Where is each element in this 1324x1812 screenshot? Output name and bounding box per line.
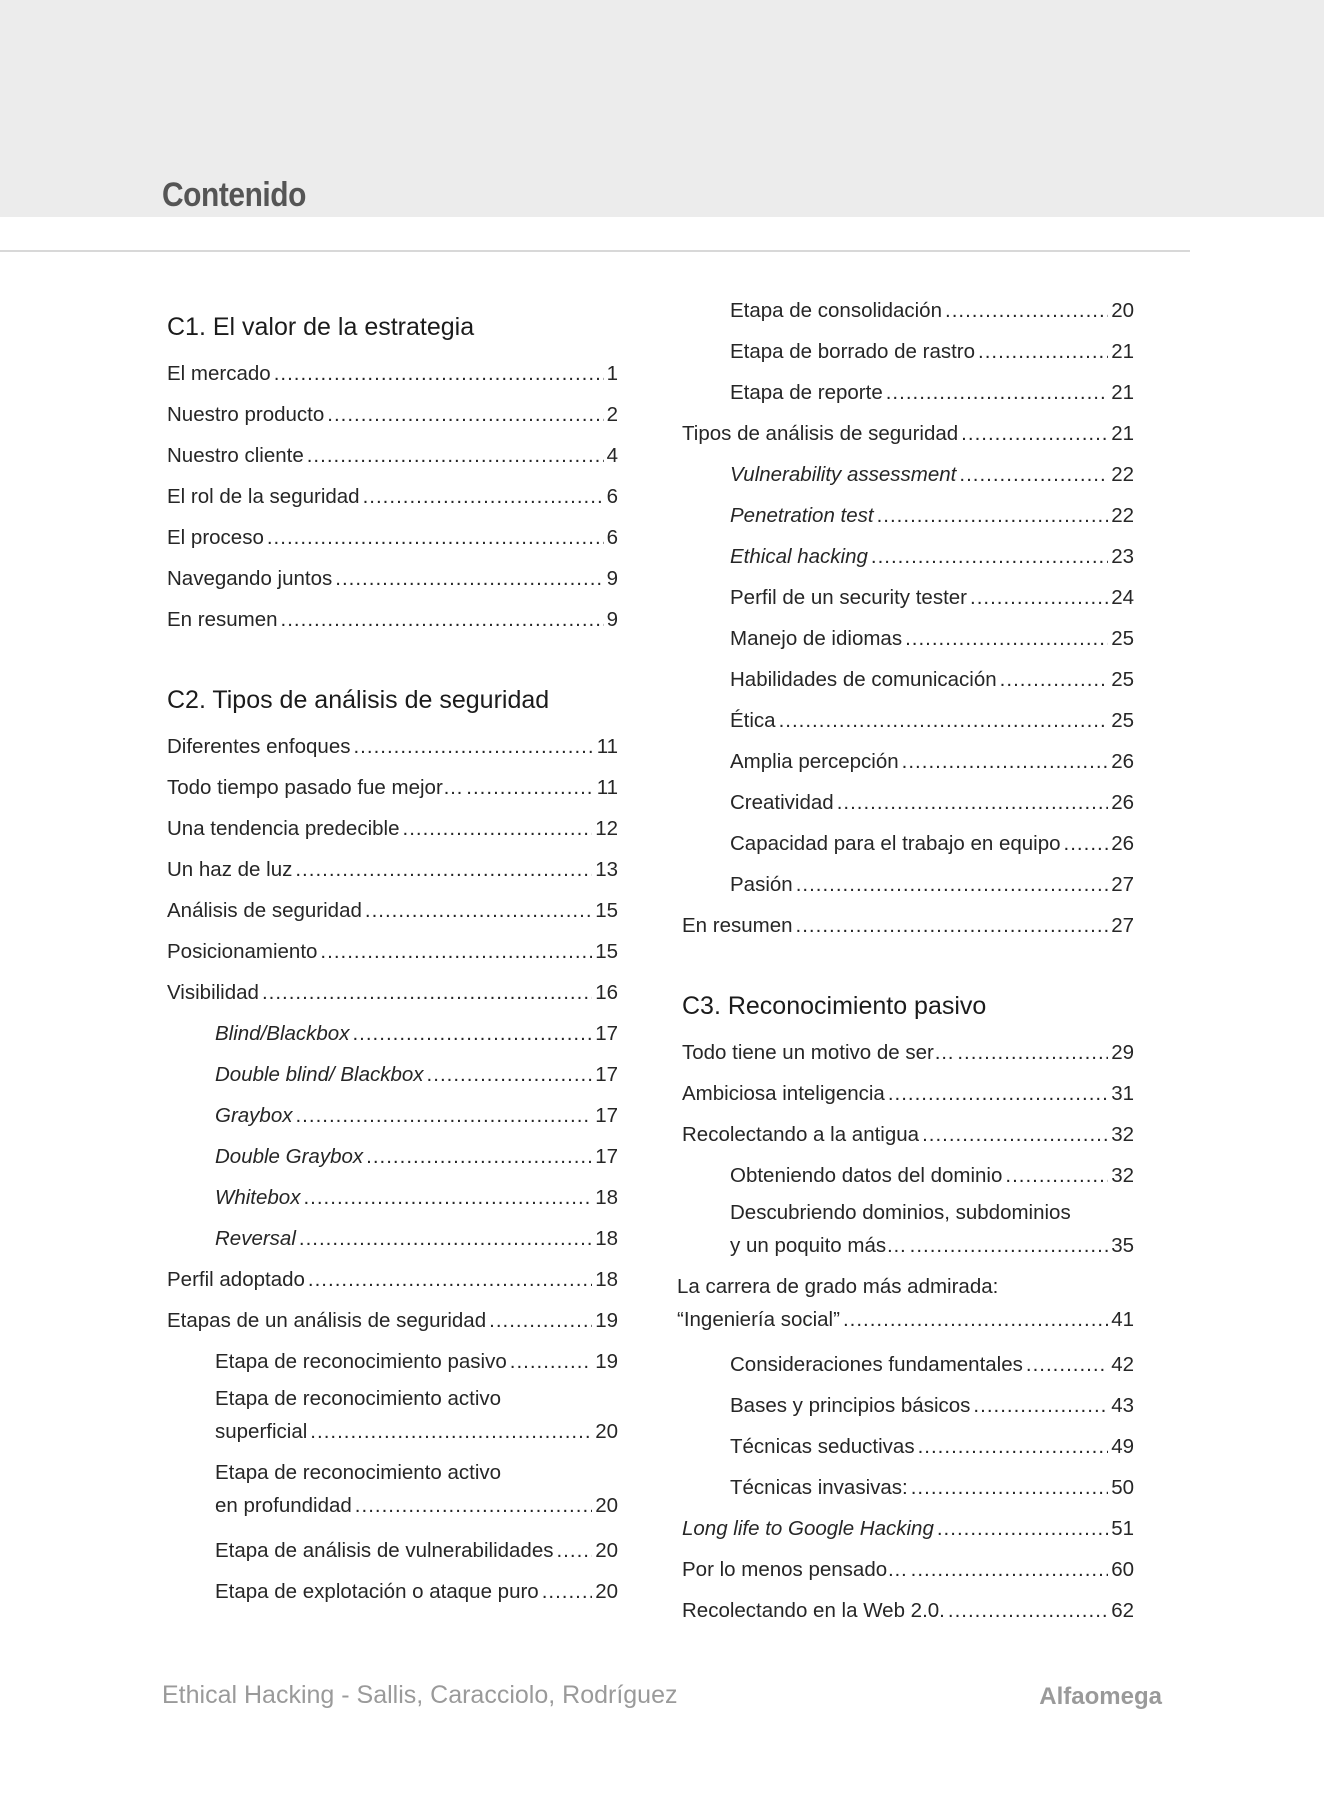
toc-subentry[interactable] [167,1013,618,1054]
dot-leader [542,1571,592,1612]
toc-entry-title: El rol de la seguridad [167,485,360,508]
toc-page-number: 27 [1111,914,1134,937]
dot-leader [510,1341,592,1382]
toc-entry-title: Perfil de un security tester [730,586,967,609]
dot-leader [922,1114,1108,1155]
dot-leader [353,726,593,767]
toc-subentry[interactable] [682,577,1134,618]
toc-page-number: 21 [1111,422,1134,445]
dot-leader [556,1530,592,1571]
toc-subentry[interactable] [682,495,1134,536]
toc-entry[interactable] [167,599,618,640]
toc-page-number: 62 [1111,1599,1134,1622]
page-title: Contenido [162,176,306,214]
toc-entry[interactable] [167,353,618,394]
toc-page-number: 11 [596,776,618,799]
dot-leader [355,1489,592,1522]
toc-subentry[interactable] [682,331,1134,372]
toc-page-number: 25 [1111,627,1134,650]
toc-entry-title: En resumen [167,608,278,631]
toc-entry-title: Ambiciosa inteligencia [682,1082,885,1105]
toc-entry-title: Manejo de idiomas [730,627,903,650]
toc-entry-title: La carrera de grado más admirada: [677,1275,999,1298]
toc-page-number: 26 [1111,750,1134,773]
toc-page-number: 20 [595,1494,618,1517]
dot-leader [978,331,1108,372]
toc-page-number: 25 [1111,668,1134,691]
toc-entry-continuation [730,1229,1134,1262]
toc-entry[interactable] [167,394,618,435]
chapter-heading: C3. Reconocimiento pasivo [682,992,987,1020]
toc-subentry[interactable] [167,1382,618,1456]
toc-subentry[interactable] [682,782,1134,823]
toc-page-number: 41 [1111,1308,1134,1331]
toc-entry-title: Amplia percepción [730,750,899,773]
dot-leader [910,1229,1109,1262]
toc-entry[interactable] [167,517,618,558]
dot-leader [973,1385,1108,1426]
toc-page-number: 17 [595,1145,618,1168]
dot-leader [262,972,592,1013]
toc-entry-title: Descubriendo dominios, subdominios [730,1201,1071,1224]
toc-page-number: 27 [1111,873,1134,896]
toc-page-number: 25 [1111,709,1134,732]
toc-subentry[interactable] [682,823,1134,864]
toc-page-number: 60 [1111,1558,1134,1581]
toc-entry-title: Todo tiempo pasado fue mejor… [167,776,464,799]
toc-subentry[interactable] [682,1196,1134,1270]
toc-page-number: 51 [1111,1517,1134,1540]
toc-page-number: 17 [595,1022,618,1045]
toc-entry[interactable] [167,558,618,599]
dot-leader [888,1073,1108,1114]
toc-entry-title: Capacidad para el trabajo en equipo [730,832,1061,855]
dot-leader [299,1218,592,1259]
dot-leader [961,413,1108,454]
toc-entry-title: Whitebox [215,1186,301,1209]
toc-entry-title: Etapa de consolidación [730,299,942,322]
toc-subentry[interactable] [682,1426,1134,1467]
toc-page-number: 17 [595,1104,618,1127]
dot-leader [274,353,604,394]
toc-page-number: 23 [1111,545,1134,568]
toc-entry-title: El mercado [167,362,271,385]
toc-entry-title: Vulnerability assessment [730,463,957,486]
toc-subentry[interactable] [167,1054,618,1095]
footer-book-credit: Ethical Hacking - Sallis, Caracciolo, Rodríguez [162,1681,678,1709]
toc-entry-title: Creatividad [730,791,834,814]
dot-leader [363,476,604,517]
dot-leader [1026,1344,1108,1385]
footer-publisher: Alfaomega [1039,1683,1162,1710]
toc-subentry[interactable] [167,1136,618,1177]
toc-page-number: 16 [595,981,618,1004]
toc-page-number: 18 [595,1227,618,1250]
dot-leader [352,1013,592,1054]
toc-entry-title: Ethical hacking [730,545,868,568]
toc-page-number: 18 [595,1268,618,1291]
toc-entry[interactable] [167,767,618,808]
toc-entry[interactable] [682,1073,1134,1114]
toc-entry-title: Double blind/ Blackbox [215,1063,424,1086]
dot-leader [489,1300,592,1341]
toc-page-number: 22 [1111,504,1134,527]
toc-entry[interactable] [682,1032,1134,1073]
chapter-heading: C2. Tipos de análisis de seguridad [167,686,550,714]
toc-subentry[interactable] [682,290,1134,331]
toc-entry-title: Etapa de explotación o ataque puro [215,1580,539,1603]
toc-entry-title: Reversal [215,1227,296,1250]
toc-subentry[interactable] [682,536,1134,577]
toc-entry-title: Nuestro producto [167,403,325,426]
toc-page-number: 21 [1111,340,1134,363]
dot-leader [310,1415,592,1448]
toc-entry-title: Todo tiene un motivo de ser… [682,1041,955,1064]
toc-entry-title: El proceso [167,526,264,549]
toc-entry-title: Análisis de seguridad [167,899,362,922]
dot-leader [843,1303,1108,1336]
toc-entry-title: Recolectando en la Web 2.0. [682,1599,945,1622]
toc-entry-continuation [677,1303,1134,1336]
toc-page-number: 32 [1111,1123,1134,1146]
dot-leader [308,1259,592,1300]
toc-page-number: 18 [595,1186,618,1209]
toc-entry-title: Técnicas seductivas [730,1435,915,1458]
toc-subentry[interactable] [682,618,1134,659]
toc-entry-title: Etapa de reconocimiento activo [215,1461,502,1484]
toc-entry[interactable] [682,1508,1134,1549]
toc-entry[interactable] [682,413,1134,454]
toc-entry-title: Etapa de reconocimiento activo [215,1387,502,1410]
toc-subentry[interactable] [167,1530,618,1571]
toc-entry-title: Pasión [730,873,793,896]
toc-entry[interactable] [167,808,618,849]
toc-entry-title: Por lo menos pensado… [682,1558,908,1581]
dot-leader [295,849,592,890]
toc-page-number: 32 [1111,1164,1134,1187]
toc-page-number: 24 [1111,586,1134,609]
toc-entry[interactable] [167,1300,618,1341]
toc-page-number: 19 [595,1350,618,1373]
toc-subentry[interactable] [682,372,1134,413]
toc-page-number: 29 [1111,1041,1134,1064]
toc-subentry[interactable] [682,700,1134,741]
toc-entry-title-cont: y un poquito más… [730,1234,907,1257]
toc-entry-title: Etapa de reconocimiento pasivo [215,1350,507,1373]
toc-entry-title: Etapa de borrado de rastro [730,340,976,363]
toc-subentry[interactable] [167,1456,618,1530]
dot-leader [403,808,593,849]
toc-entry-title: Blind/Blackbox [215,1022,350,1045]
toc-page-number: 50 [1111,1476,1134,1499]
toc-page-number: 17 [595,1063,618,1086]
dot-leader [957,1032,1108,1073]
dot-leader [902,741,1109,782]
toc-entry-title: Diferentes enfoques [167,735,351,758]
dot-leader [1000,659,1109,700]
toc-entry[interactable] [167,931,618,972]
dot-leader [945,290,1108,331]
dot-leader [970,577,1108,618]
toc-entry-title: Tipos de análisis de seguridad [682,422,959,445]
toc-subentry[interactable] [682,659,1134,700]
dot-leader [959,454,1108,495]
dot-leader [281,599,604,640]
toc-right-column [677,290,1134,1631]
toc-entry-title: Graybox [215,1104,293,1127]
dot-leader [466,767,593,808]
toc-entry-title: Navegando juntos [167,567,333,590]
toc-subentry[interactable] [682,864,1134,905]
toc-entry-title-cont: superficial [215,1420,308,1443]
dot-leader [877,495,1109,536]
toc-page-number: 15 [595,940,618,963]
dot-leader [427,1054,593,1095]
dot-leader [837,782,1108,823]
header-divider [0,250,1190,252]
dot-leader [779,700,1109,741]
toc-entry-title: Obteniendo datos del dominio [730,1164,1003,1187]
dot-leader [295,1095,592,1136]
toc-entry[interactable] [167,849,618,890]
toc-entry-title: Etapas de un análisis de seguridad [167,1309,487,1332]
toc-entry-title: Posicionamiento [167,940,318,963]
toc-page-number: 1 [606,362,618,385]
dot-leader [886,372,1108,413]
toc-page-number: 20 [595,1539,618,1562]
toc-page-number: 9 [606,567,618,590]
dot-leader [796,864,1109,905]
dot-leader [871,536,1108,577]
toc-page-number: 6 [606,485,618,508]
toc-page-number: 20 [595,1420,618,1443]
chapter-heading: C1. El valor de la estrategia [167,313,475,341]
toc-subentry[interactable] [167,1341,618,1382]
toc-entry-title: Nuestro cliente [167,444,304,467]
toc-entry-title: Etapa de análisis de vulnerabilidades [215,1539,554,1562]
toc-subentry[interactable] [682,1467,1134,1508]
toc-entry[interactable] [167,476,618,517]
toc-page-number: 22 [1111,463,1134,486]
toc-left-column [167,290,618,1612]
dot-leader [905,618,1108,659]
toc-entry-title: Double Graybox [215,1145,364,1168]
toc-subentry[interactable] [682,1155,1134,1196]
toc-entry-title: Un haz de luz [167,858,293,881]
toc-page-number: 21 [1111,381,1134,404]
dot-leader [948,1590,1108,1631]
toc-entry[interactable] [677,1270,1134,1344]
toc-page-number: 19 [595,1309,618,1332]
toc-subentry[interactable] [682,454,1134,495]
toc-page-number: 43 [1111,1394,1134,1417]
dot-leader [307,435,604,476]
dot-leader [1005,1155,1108,1196]
toc-subentry[interactable] [167,1571,618,1612]
toc-page-number: 35 [1111,1234,1134,1257]
toc-entry[interactable] [682,905,1134,946]
toc-subentry[interactable] [682,741,1134,782]
toc-page-number: 9 [606,608,618,631]
toc-page-number: 20 [1111,299,1134,322]
toc-entry[interactable] [682,1549,1134,1590]
toc-entry-continuation [215,1415,618,1448]
toc-entry-title: Visibilidad [167,981,259,1004]
toc-page-number: 31 [1111,1082,1134,1105]
toc-page-number: 42 [1111,1353,1134,1376]
toc-entry[interactable] [167,726,618,767]
toc-page-number: 2 [606,403,618,426]
toc-entry[interactable] [167,972,618,1013]
toc-entry-title: Técnicas invasivas: [730,1476,908,1499]
toc-entry[interactable] [167,435,618,476]
toc-entry-title: Etapa de reporte [730,381,883,404]
toc-page-number: 12 [595,817,618,840]
toc-entry[interactable] [682,1590,1134,1631]
toc-page-number: 15 [595,899,618,922]
dot-leader [937,1508,1108,1549]
toc-page-number: 49 [1111,1435,1134,1458]
dot-leader [911,1467,1108,1508]
dot-leader [303,1177,592,1218]
dot-leader [1064,823,1109,864]
toc-subentry[interactable] [167,1095,618,1136]
toc-entry-title-cont: “Ingeniería social” [677,1308,840,1331]
toc-entry-title: Consideraciones fundamentales [730,1353,1023,1376]
dot-leader [796,905,1109,946]
toc-page-number: 26 [1111,832,1134,855]
toc-page-number: 20 [595,1580,618,1603]
toc-entry-title: Penetration test [730,504,874,527]
toc-page-number: 13 [595,858,618,881]
toc-entry-title: Recolectando a la antigua [682,1123,920,1146]
toc-entry-title: En resumen [682,914,793,937]
toc-entry-title: Perfil adoptado [167,1268,305,1291]
toc-page-number: 11 [596,735,618,758]
toc-entry-title: Habilidades de comunicación [730,668,997,691]
toc-entry-title-cont: en profundidad [215,1494,352,1517]
toc-page-number: 4 [606,444,618,467]
toc-subentry[interactable] [167,1177,618,1218]
toc-entry[interactable] [167,890,618,931]
dot-leader [918,1426,1109,1467]
toc-entry-title: Long life to Google Hacking [682,1517,934,1540]
dot-leader [365,890,592,931]
toc-subentry[interactable] [167,1218,618,1259]
toc-page-number: 6 [606,526,618,549]
toc-entry[interactable] [682,1114,1134,1155]
dot-leader [267,517,604,558]
toc-entry-title: Bases y principios básicos [730,1394,971,1417]
toc-entry-title: Una tendencia predecible [167,817,400,840]
toc-subentry[interactable] [682,1344,1134,1385]
toc-entry-title: Ética [730,709,776,732]
dot-leader [335,558,603,599]
dot-leader [320,931,592,972]
dot-leader [366,1136,592,1177]
toc-subentry[interactable] [682,1385,1134,1426]
toc-entry-continuation [215,1489,618,1522]
dot-leader [911,1549,1109,1590]
toc-page-number: 26 [1111,791,1134,814]
dot-leader [327,394,603,435]
toc-entry[interactable] [167,1259,618,1300]
